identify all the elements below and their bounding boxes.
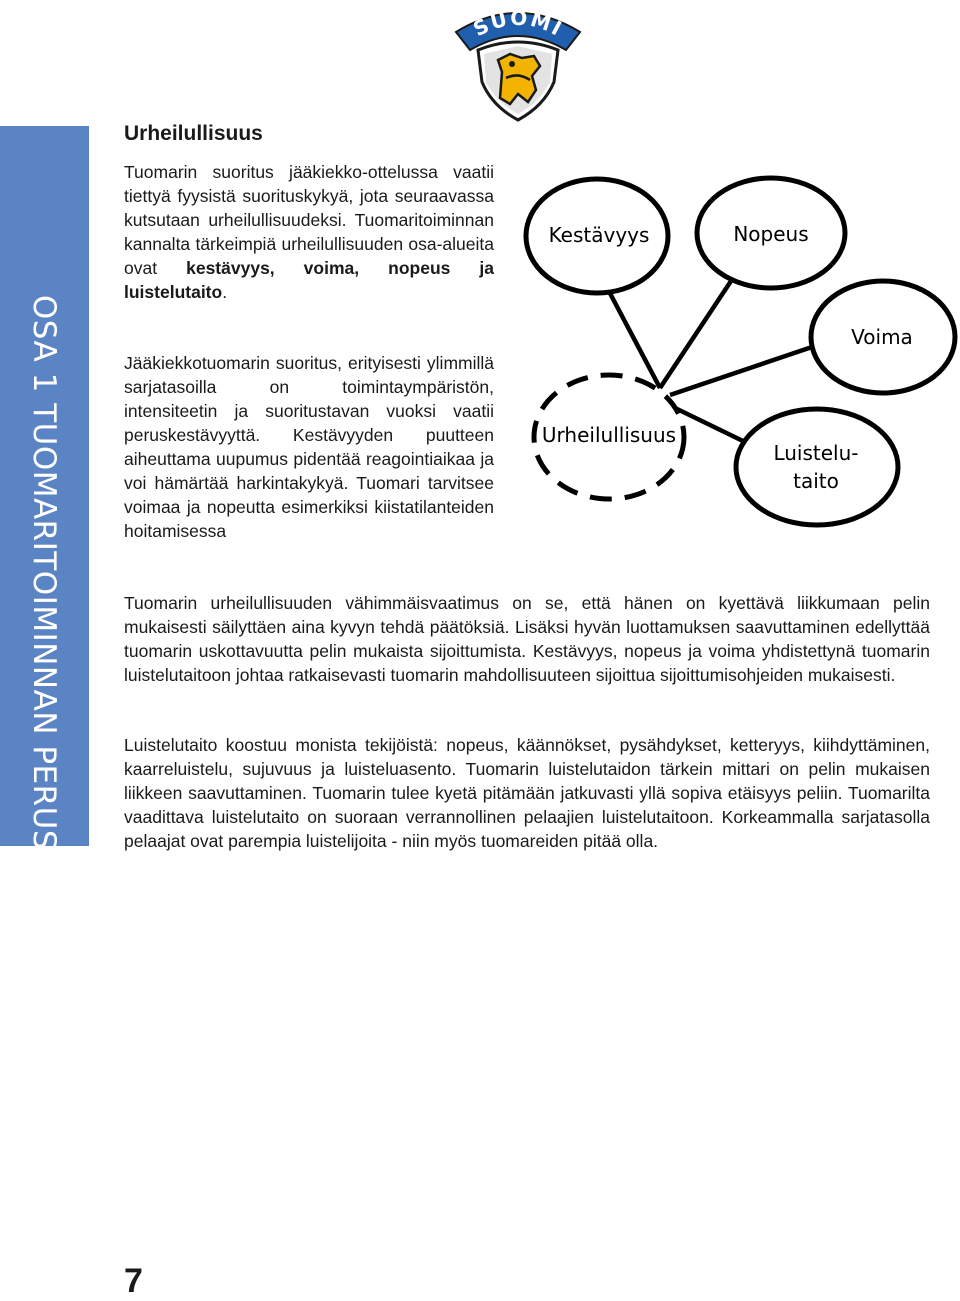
connector-voima [670, 345, 818, 395]
center-label-urheilullisuus: Urheilullisuus [541, 423, 677, 447]
paragraph-endurance: Jääkiekkotuomarin suoritus, erityisesti ylimmillä sarjatasoilla on toimintaympäristön, intensiteetin ja suoritustavan vuoksi vaatii peruskestävyyttä. Kestävyyden puutteen aiheuttama uupumus pidentää reagointiaikaa ja voi hämärtää harkintakykyä. Tuomari tarvitsee voimaa ja nopeutta esimerkiksi kiistatilanteiden hoitamisessa [124, 353, 494, 541]
connector-nopeus [660, 278, 733, 388]
connector-kestavyys [603, 280, 660, 388]
node-label-kestavyys: Kestävyys [548, 223, 650, 247]
node-label-luistelu: Luistelu- [773, 441, 859, 465]
sidebar-section-title: OSA 1 TUOMARITOIMINNAN PERUSTEET [26, 294, 62, 930]
paragraph-skating-skill: Luistelutaito koostuu monista tekijöistä: nopeus, käännökset, pysähdykset, ketteryys, kiihdyttäminen, kaarreluistelu, sujuvuus ja luisteluasento. Tuomarin luistelutaidon tärkein mittari on pelin mukaisen liikkeen saavuttaminen. Tuomarin tulee kyetä pitämään jatkuvasti yllä sopiva etäisyys peliin. Tuomarilta vaadittava luistelutaito on suoraan verrannollinen pelaajien luistelutaitoon. Korkeammalla sarjatasolla pelaajat ovat parempia luistelijoita - niin myös tuomareiden pitää olla. [124, 735, 930, 851]
intro-bold-text: kestävyys, voima, nopeus ja luistelutaito [124, 258, 494, 302]
suomi-logo [448, 2, 588, 122]
node-label-voima: Voima [851, 325, 913, 349]
sidebar-band [0, 126, 89, 930]
athleticism-diagram [515, 160, 960, 540]
intro-end: . [222, 282, 228, 302]
intro-text: Tuomarin suoritus jääkiekko-ottelussa vaatii tiettyä fyysistä suorituskykyä, jota seuraavassa kutsutaan urheilullisuudeksi. Tuomaritoiminnan kannalta tärkeimpiä urheilullisuuden osa-alueita ovat [124, 162, 494, 278]
node-label-taito: taito [793, 469, 839, 493]
section-heading: Urheilullisuus [124, 122, 263, 145]
intro-paragraph [124, 160, 494, 304]
node-label-nopeus: Nopeus [733, 222, 809, 246]
page-number: 7 [124, 1262, 143, 1300]
paragraph-minimum-requirement: Tuomarin urheilullisuuden vähimmäisvaatimus on se, että hänen on kyettävä liikkumaan pelin mukaisesti säilyttäen aina kyvyn tehdä päätöksiä. Lisäksi hyvän luottamuksen saavuttaminen edellyttää tuomarin uskottavuutta pelin mukaista sijoittumista. Kestävyys, nopeus ja voima yhdistettynä tuomarin luistelutaitoon johtaa ratkaisevasti tuomarin mahdollisuuteen sijoittua sijoittumisohjeiden mukaisesti. [124, 593, 930, 685]
node-luistelutaito [736, 409, 898, 525]
logo-text: SUOMI [469, 5, 568, 42]
